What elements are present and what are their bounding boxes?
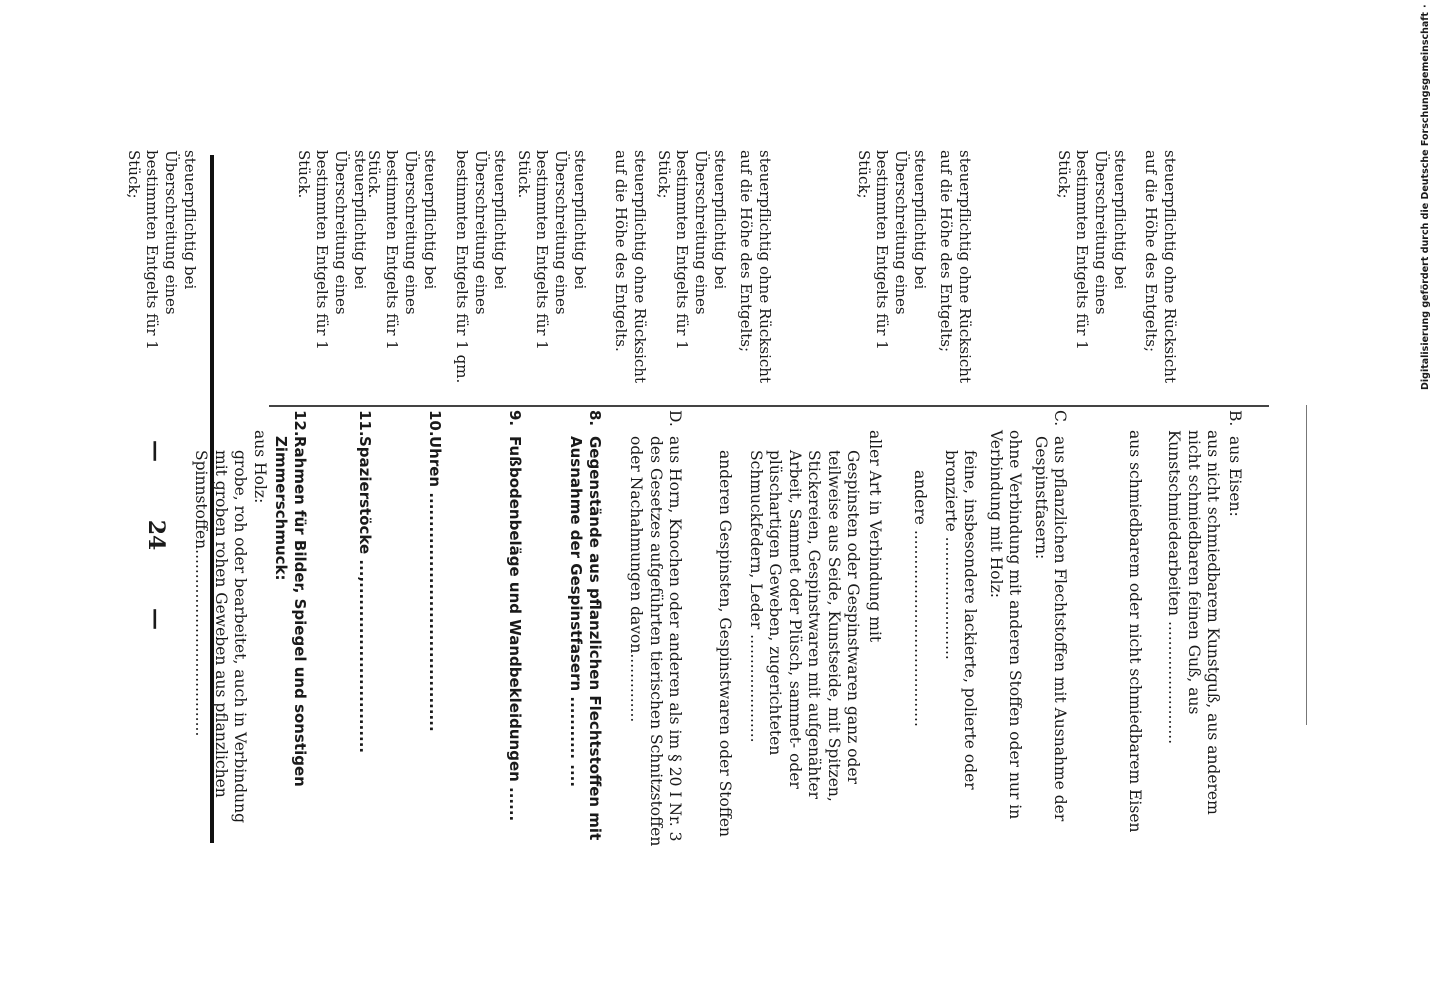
note-c2a: steuerpflichtig ohne Rücksicht auf die Höhe des Entgelts; [737, 150, 774, 383]
credit-text: Digitalisierung gefördert durch die Deutsche Forschungsgemeinschaft [1419, 12, 1431, 390]
entry-10: 10. Uhren .......................................... [426, 410, 444, 732]
digitization-credit: Digitalisierung gefördert durch die Deutsche Forschungsgemeinschaft · [1416, 10, 1434, 390]
note-b1: steuerpflichtig ohne Rücksicht auf die Höhe des Entgelts; [1142, 150, 1179, 383]
tax-notes-column [124, 150, 1274, 400]
note-c1a: steuerpflichtig ohne Rücksicht auf die Höhe des Entgelts; [937, 150, 974, 383]
note-c2b: steuerpflichtig bei Überschreitung eines bestimmten Entgelts für 1 Stück; [654, 150, 729, 350]
entry-c1b: andere ........................................ [911, 470, 929, 727]
entry-b: B. aus Eisen: [1226, 410, 1244, 517]
entry-b1: aus nicht schmiedbarem Kunstguß, aus anderem nicht schmiedbaren feinen Guß, aus Kunstschmiedearbeiten ......................... [1165, 430, 1222, 815]
entry-c: C. aus pflanzlichen Flechtstoffen mit Ausnahme der Gespinstfasern: [1031, 410, 1069, 822]
note-12: steuerpflichtig bei Überschreitung eines bestimmten Entgelts für 1 Stück; [124, 150, 199, 350]
entry-11: 11. Spazierstöcke ...,.............................. [356, 410, 374, 754]
entry-8: 8. Gegenstände aus pflanzlichen Flechtstoffen mit Ausnahme der Gespinstfasern ........... .... [567, 410, 604, 841]
entry-c2: aller Art in Verbindung mit [866, 430, 884, 643]
header-dash-right: — [143, 608, 169, 630]
entry-d: D. aus Horn, Knochen oder anderen als im § 20 I Nr. 3 des Gesetzes aufgeführten tierischen Schnitzstoffen oder Nachahmungen davon.............. [627, 410, 684, 847]
table-bottom-rule [1306, 405, 1307, 725]
entry-12: 12. Rahmen für Bilder, Spiegel und sonstigen Zimmerschmuck: [272, 410, 309, 787]
entry-c2a: Gespinsten oder Gespinstwaren ganz oder teilweise aus Seide, Kunstseide, mit Spitzen, Stickereien, Gespinstwaren mit aufgenähter Arbeit, Sammet oder Plüsch, sammet- oder plüschartigen Geweben, zugerichteten Schmuckfedern, Leder ...................... [747, 450, 862, 802]
note-8: steuerpflichtig bei Überschreitung eines bestimmten Entgelts für 1 Stück. [514, 150, 589, 350]
page-header [136, 440, 176, 630]
entry-12a: aus Holz: [251, 430, 269, 504]
entry-b2: aus schmiedbarem oder nicht schmiedbarem Eisen [1126, 430, 1144, 833]
column-divider [269, 405, 1269, 407]
entry-9: 9. Fußbodenbeläge und Wandbekleidungen ...... [506, 410, 524, 822]
header-dash-left: — [143, 440, 169, 462]
note-d: steuerpflichtig ohne Rücksicht auf die Höhe des Entgelts. [612, 150, 649, 383]
note-10: steuerpflichtig bei Überschreitung eines bestimmten Entgelts für 1 Stück. [364, 150, 439, 350]
note-11: steuerpflichtig bei Überschreitung eines bestimmten Entgelts für 1 Stück. [294, 150, 369, 350]
items-column [192, 410, 1274, 850]
note-c1b: steuerpflichtig bei Überschreitung eines bestimmten Entgelts für 1 Stück; [854, 150, 929, 350]
note-9: steuerpflichtig bei Überschreitung eines bestimmten Entgelts für 1 qm. [453, 150, 509, 384]
page-number: 24 [143, 519, 169, 551]
entry-c1a: feine, insbesondere lackierte, polierte oder bronzierte ......................... [941, 450, 979, 790]
note-b2: steuerpflichtig bei Überschreitung eines bestimmten Entgelts für 1 Stück; [1054, 150, 1129, 350]
entry-12b: grobe, roh oder bearbeitet, auch in Verbindung mit groben rohen Geweben aus pflanzlichen Spinnstoffen...................................... [192, 450, 249, 824]
entry-c2b: anderen Gespinsten, Gespinstwaren oder Stoffen [716, 450, 734, 838]
entry-c1: ohne Verbindung mit anderen Stoffen oder nur in Verbindung mit Holz: [986, 430, 1024, 820]
